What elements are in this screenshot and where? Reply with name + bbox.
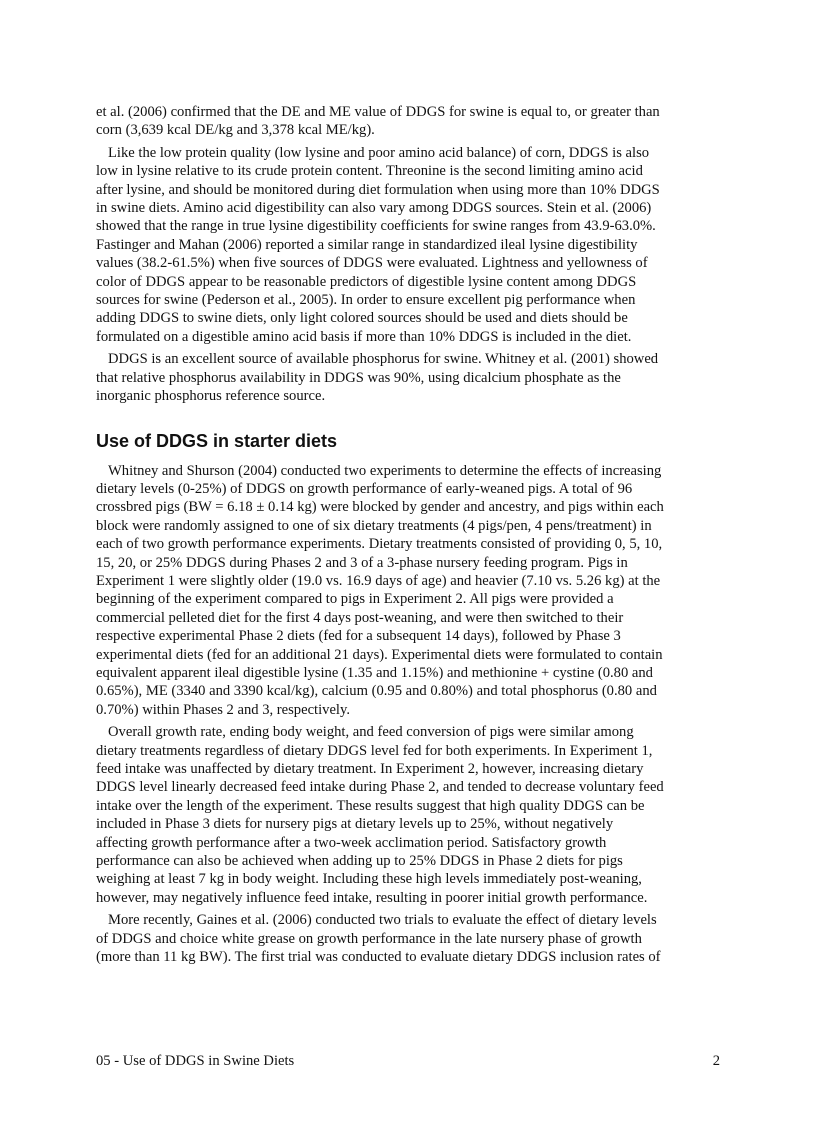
text-line: intake over the length of the experiment. These results suggest that high quality DDGS can be <box>96 797 645 814</box>
text-line: beginning of the experiment compared to pigs in Experiment 2. All pigs were provided a <box>96 591 614 608</box>
text-line: inorganic phosphorus reference source. <box>96 388 326 405</box>
text-line: experimental diets (fed for an additional 21 days). Experimental diets were formulated to contain <box>96 646 663 663</box>
text-line: block were randomly assigned to one of six dietary treatments (4 pigs/pen, 4 pens/treatment) in <box>96 517 652 534</box>
text-line: corn (3,639 kcal DE/kg and 3,378 kcal ME/kg). <box>96 122 375 139</box>
text-line: each of two growth performance experiments. Dietary treatments consisted of providing 0, 5, 10, <box>96 536 663 553</box>
text-line: performance can also be achieved when adding up to 25% DDGS in Phase 2 diets for pigs <box>96 853 623 870</box>
paragraph-growth-results <box>96 723 720 907</box>
text-line: showed that the range in true lysine digestibility coefficients for swine ranges from 43.9-63.0%. <box>96 218 656 235</box>
text-line: included in Phase 3 diets for nursery pigs at dietary levels up to 25%, without negatively <box>96 816 614 833</box>
text-line: 0.70%) within Phases 2 and 3, respectively. <box>96 701 350 718</box>
text-line: commercial pelleted diet for the first 4 days post-weaning, and were then switched to their <box>96 609 624 626</box>
text-line: affecting growth performance after a two-week acclimation period. Satisfactory growth <box>96 834 607 851</box>
text-line: dietary levels (0-25%) of DDGS on growth performance of early-weaned pigs. A total of 96 <box>96 480 633 497</box>
text-line: (more than 11 kg BW). The first trial was conducted to evaluate dietary DDGS inclusion rates of <box>96 949 661 966</box>
text-line: respective experimental Phase 2 diets (fed for a subsequent 14 days), followed by Phase 3 <box>96 628 621 645</box>
paragraph-lysine <box>96 144 720 346</box>
text-line: after lysine, and should be monitored during diet formulation when using more than 10% DDGS <box>96 181 660 198</box>
text-line: that relative phosphorus availability in DDGS was 90%, using dicalcium phosphate as the <box>96 369 621 386</box>
text-line: color of DDGS appear to be reasonable predictors of digestible lysine content among DDGS <box>96 273 637 290</box>
text-line: formulated on a digestible amino acid basis if more than 10% DDGS is included in the diet. <box>96 328 632 345</box>
text-line: adding DDGS to swine diets, only light colored sources should be used and diets should be <box>96 310 628 327</box>
text-line: equivalent apparent ileal digestible lysine (1.35 and 1.15%) and methionine + cystine (0.80 and <box>96 664 653 681</box>
text-line: 15, 20, or 25% DDGS during Phases 2 and 3 of a 3-phase nursery feeding program. Pigs in <box>96 554 628 571</box>
text-line: low in lysine relative to its crude protein content. Threonine is the second limiting amino acid <box>96 163 643 180</box>
text-line: Experiment 1 were slightly older (19.0 vs. 16.9 days of age) and heavier (7.10 vs. 5.26 kg) at the <box>96 572 661 589</box>
text-line: feed intake was unaffected by dietary treatment. In Experiment 2, however, increasing dietary <box>96 761 644 777</box>
text-line: DDGS is an excellent source of available phosphorus for swine. Whitney et al. (2001) showed <box>108 351 659 368</box>
text-line: Overall growth rate, ending body weight, and feed conversion of pigs were similar among <box>108 724 634 741</box>
text-line: Like the low protein quality (low lysine and poor amino acid balance) of corn, DDGS is also <box>108 144 650 161</box>
text-line: in swine diets. Amino acid digestibility can also vary among DDGS sources. Stein et al. (2006) <box>96 200 652 217</box>
text-line: however, may negatively influence feed intake, resulting in poorer initial growth performance. <box>96 889 648 906</box>
text-line: Whitney and Shurson (2004) conducted two experiments to determine the effects of increasing <box>108 462 662 479</box>
text-line: crossbred pigs (BW = 6.18 ± 0.14 kg) were blocked by gender and ancestry, and pigs within each <box>96 499 664 516</box>
page-number: 2 <box>712 1053 720 1069</box>
paragraph-intro <box>96 103 720 140</box>
text-line: values (38.2-61.5%) when five sources of DDGS were evaluated. Lightness and yellowness of <box>96 255 648 272</box>
section-heading: Use of DDGS in starter diets <box>96 430 338 451</box>
text-line: DDGS level linearly decreased feed intake during Phase 2, and tended to decrease voluntary feed <box>96 779 664 796</box>
text-line: of DDGS and choice white grease on growth performance in the late nursery phase of growth <box>96 930 642 947</box>
text-line: 0.65%), ME (3340 and 3390 kcal/kg), calcium (0.95 and 0.80%) and total phosphorus (0.80 and <box>96 683 657 700</box>
paragraph-experiments <box>96 462 720 720</box>
paragraph-phosphorus <box>96 350 720 405</box>
text-line: weighing at least 7 kg in body weight. Including these high levels immediately post-weaning, <box>96 871 642 888</box>
footer-title: 05 - Use of DDGS in Swine Diets <box>96 1053 295 1069</box>
page-footer <box>96 1052 720 1070</box>
text-line: sources for swine (Pederson et al., 2005). In order to ensure excellent pig performance when <box>96 292 636 309</box>
document-body <box>96 103 720 966</box>
text-line: et al. (2006) confirmed that the DE and ME value of DDGS for swine is equal to, or greater than <box>96 104 660 120</box>
text-line: Fastinger and Mahan (2006) reported a similar range in standardized ileal lysine digestibility <box>96 236 638 253</box>
text-line: dietary treatments regardless of dietary DDGS level fed for both experiments. In Experiment 1, <box>96 742 653 759</box>
paragraph-gaines <box>96 911 720 966</box>
text-line: More recently, Gaines et al. (2006) conducted two trials to evaluate the effect of dietary levels <box>108 912 657 929</box>
